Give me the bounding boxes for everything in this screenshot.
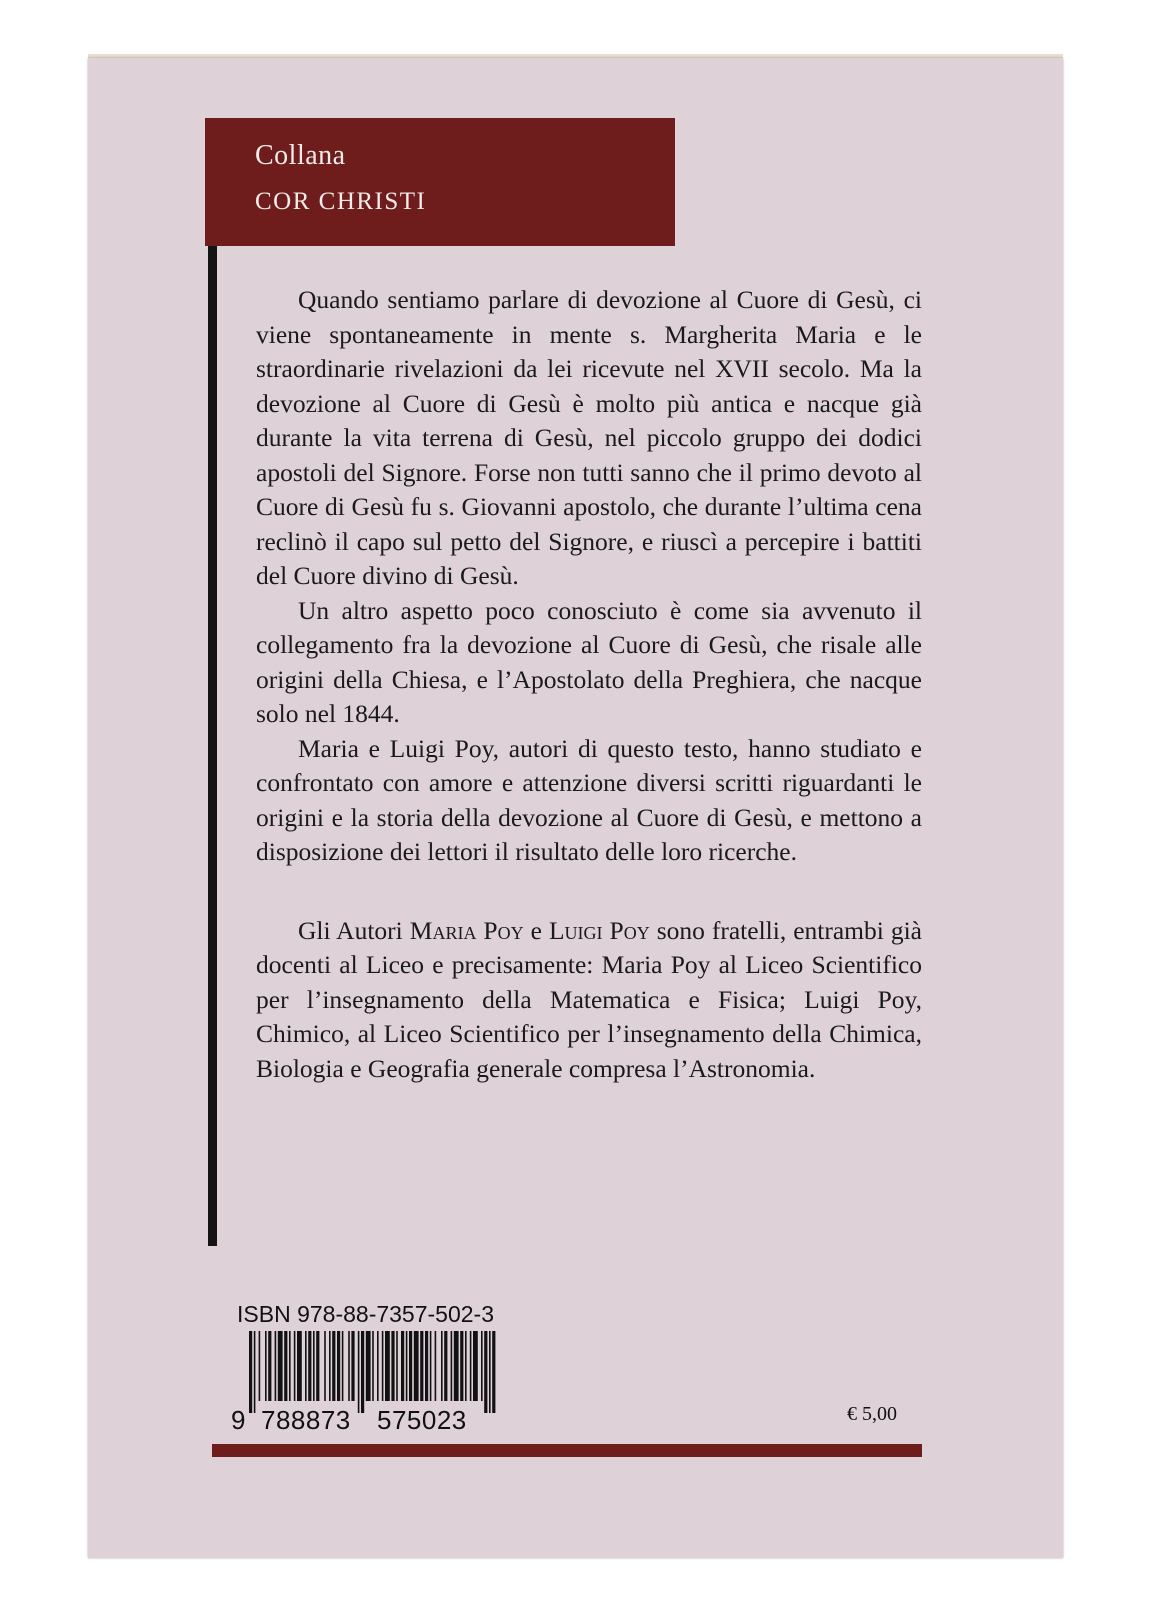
barcode-bar [481,1331,483,1401]
barcode-bar [420,1331,423,1401]
isbn-label: ISBN 978-88-7357-502-3 [237,1301,494,1327]
barcode-bar [297,1331,302,1401]
author-name-2: Luigi Poy [548,915,650,945]
barcode-bar [294,1331,296,1401]
series-box [205,118,675,246]
barcode-bar [430,1331,432,1401]
barcode-bar [313,1331,315,1401]
barcode-bar [316,1331,319,1401]
paragraph-2: Un altro aspetto poco conosciuto è come sia avvenuto il collegamento fra la devozione al Cuore di Gesù, che risale alle origini della Chiesa, e l’Apostolato della Preghiera, che nacque solo nel 1844. [256,595,922,728]
vertical-rule [208,246,217,1246]
barcode-bar [460,1331,463,1401]
barcode-bar [444,1331,447,1401]
barcode-bar [337,1331,340,1401]
paragraph-1: Quando sentiamo parlare di devozione al Cuore di Gesù, ci viene spontaneamente in mente s. Margherita Maria e le straordinarie rivelazioni da lei ricevute nel XVII secolo. Ma la devozione al Cuore di Gesù è molto più antica e nacque già durante la vita terrena di Gesù, nel piccolo gruppo dei dodici apostoli del Signore. Forse non tutti sanno che il primo devoto al Cuore di Gesù fu s. Giovanni apostolo, che durante l’ultima cena reclinò il capo sul petto del Signore, e riuscì a percepire i battiti del Cuore divino di Gesù. [256,285,922,590]
barcode-bar [289,1331,291,1401]
barcode-bar [391,1331,394,1401]
bottom-bar [212,1444,922,1457]
barcode-bar [406,1331,408,1401]
barcode-bar [249,1331,252,1413]
barcode-bar [396,1331,398,1401]
barcode-bar [425,1331,428,1401]
barcode-bar [451,1331,453,1401]
barcode-bar [435,1331,437,1401]
barcode-bar [401,1331,404,1401]
author-bio: sono fratelli, entrambi già docenti al Liceo e precisamente: Maria Poy al Liceo Scientifico per l’insegnamento della Matematica e Fisica; Luigi Poy, Chimico, al Liceo Scientifico per l’insegnamento della Chimica, Biologia e Geografia generale compresa l’Astronomia. [256,915,922,1083]
barcode [231,1329,501,1433]
paragraph-3: Maria e Luigi Poy, autori di questo testo, hanno studiato e confrontato con amore e attenzione diversi scritti riguardanti le origini e la storia della devozione al Cuore di Gesù, e mettono a disposizione dei lettori il risultato delle loro ricerche. [256,733,922,866]
barcode-bars [249,1331,495,1413]
barcode-bar [254,1331,256,1413]
price: € 5,00 [847,1403,897,1425]
barcode-bar [308,1331,311,1401]
barcode-bar [342,1331,344,1401]
author-intro: Gli Autori [298,915,403,945]
author-name-1: Maria Poy [409,915,524,945]
barcode-bar [284,1331,287,1401]
barcode-bar [489,1331,491,1413]
barcode-bar [324,1331,326,1401]
barcode-digits-left: 788873 [261,1405,351,1433]
barcode-digits-right: 575023 [377,1405,467,1433]
barcode-bar [385,1331,390,1401]
blurb-text [256,283,922,1086]
barcode-bar [382,1331,384,1401]
barcode-bar [454,1331,459,1401]
barcode-bar [329,1331,331,1401]
barcode-bar [348,1331,350,1401]
barcode-bar [351,1331,354,1401]
barcode-bar [484,1331,487,1413]
barcode-bar [409,1331,412,1401]
barcode-bar [275,1331,277,1401]
barcode-bar [414,1331,419,1401]
barcode-bar [470,1331,472,1401]
author-paragraph [256,914,922,1087]
barcode-bar [358,1331,360,1413]
barcode-digit-first: 9 [231,1405,246,1433]
series-label: Collana [255,140,346,171]
barcode-bar [259,1331,261,1401]
series-name: COR CHRISTI [255,188,427,215]
barcode-bar [377,1331,379,1401]
barcode-bar [465,1331,467,1401]
barcode-bar [473,1331,478,1401]
author-and: e [530,915,542,945]
barcode-bar [305,1331,307,1401]
barcode-bar [372,1331,374,1401]
barcode-bar [265,1331,267,1401]
barcode-bar [278,1331,283,1401]
barcode-bar [441,1331,443,1401]
barcode-bar [492,1331,495,1413]
barcode-bar [361,1331,364,1413]
barcode-bar [268,1331,271,1401]
barcode-bar [366,1331,371,1401]
barcode-bar [332,1331,335,1401]
